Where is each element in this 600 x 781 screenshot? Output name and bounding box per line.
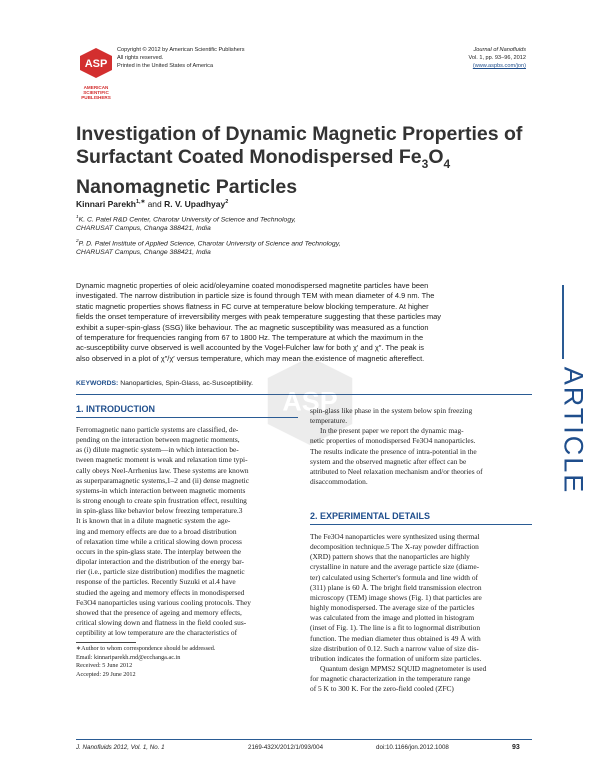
- affiliation-2: $^2$P. D. Patel Institute of Applied Science, Charotar University of Science and Technology, CHARUSAT Campus, Change 388421, India: [76, 239, 341, 257]
- title-line-3: Nanomagnetic Particles: [76, 175, 298, 198]
- rights-line: All rights reserved.: [117, 55, 164, 61]
- logo-line-1: AMERICAN: [83, 85, 109, 90]
- authors: Kinnari Parekh$^{1,∗}$ and R. V. Upadhyay$^2$: [76, 199, 229, 209]
- logo-line-2: SCIENTIFIC: [83, 90, 109, 96]
- intro-rule: [76, 417, 298, 418]
- asp-logo-icon: [76, 46, 116, 80]
- section-introduction-heading: 1. INTRODUCTION: [76, 404, 156, 414]
- article-side-label: [558, 360, 589, 520]
- keywords: [76, 380, 253, 387]
- copyright-line: Copyright © 2012 by American Scientific Publishers: [117, 47, 245, 53]
- copyright-block: [117, 46, 245, 70]
- paper-title: [76, 123, 536, 199]
- title-line-2: Surfactant Coated Monodispersed $Fe_3O_4$: [76, 146, 451, 171]
- abstract: Dynamic magnetic properties of oleic acid/oleyamine coated monodispersed magnetite particles have been investigated. The narrow distribution in particle size is found through TEM with mean diameter of 4.9 nm. The static magnetic properties shows flatness in FC curve at temperature below blocking temperature. At higher fields the onset temperature of irreversibility merges with peak temperature suggesting that these particles may exhibit a super-spin-glass (SSG) like behaviour. The ac magnetic susceptibility was measured as a function of temperature for frequencies ranging from 67 to 1800 Hz. The temperature at which the maximum in the ac-susceptibility curve observed is well accounted by the Vogel-Fulcher law for both χ′ and χ″. The peak is also observed in a plot of χ″/χ′ versus temperature, which may mean the existence of magnetic aftereffect.: [76, 281, 442, 363]
- journal-name: Journal of Nanofluids: [473, 47, 526, 53]
- section-experimental-heading: 2. EXPERIMENTAL DETAILS: [310, 511, 431, 521]
- logo-line-3: PUBLISHERS: [81, 95, 111, 101]
- footer-rule: [76, 739, 532, 740]
- svg-text:ASP: ASP: [282, 386, 338, 417]
- journal-block: [468, 46, 526, 70]
- keywords-text: Nanoparticles, Spin-Glass, ac-Susceptibility.: [120, 380, 254, 387]
- experimental-rule: [310, 524, 532, 525]
- author-2: R. V. Upadhyay: [164, 199, 226, 209]
- left-column-text: Ferromagnetic nano particle systems are classified, de- pending on the interaction between magnetic moments, as (i) dilute magnetic system—in which interaction be- tween magnetic moment is weak and relaxation time typi- cally obeys Neel-Arrhenius law. These systems are known as superparamagnetic systems,1–2 and (ii) dense magnetic systems-in which interaction between magnetic moments is strong enough to create spin frustration effect, resulting in spin-glass like behavior below freezing temperature.3 It is known that in a dilute magnetic system the age- ing and memory effects are due to a broad distribution of relaxation time while a critical slowing down process occurs in the spin-glass state. The interplay between the dipolar interaction and the distribution of the energy bar- rier (i.e., particle size distribution) modifies the magnetic response of the particles. Recently Suzuki et al.4 have studied the ageing and memory effects in monodispersed Fe3O4 nanoparticles using various cooling protocols. They showed that the presence of ageing and memory effects, critical slowing down and flatness in the field cooled sus- ceptibility at low temperature are the characteristics of: [76, 425, 251, 638]
- page-number: 93: [512, 744, 520, 751]
- title-line-1: Investigation of Dynamic Magnetic Properties of: [76, 123, 523, 145]
- publisher-logo: [76, 46, 116, 101]
- side-rule: [562, 285, 564, 359]
- right-column-bottom-text: The Fe3O4 nanoparticles were synthesized using thermal decomposition technique.5 The X-ray powder diffraction (XRD) pattern shows that the nanoparticles are highly crystalline in nature and the average particle size (diame- ter) calculated using Scherter's formula and line width of (311) plane is 60 Å. The bright field transmission electron microscopy (TEM) image shows (Fig. 1) that particles are highly monodispersed. The average size of the particles was calculated from the image and plotted in histogram (inset of Fig. 1). The line is a fit to lognormal distribution function. The median diameter thus obtained is 49 Å with size distribution of 0.12. Such a narrow value of size dis- tribution indicates the formation of uniform size particles. Quantum design MPMS2 SQUID magnetometer is used for magnetic characterization in the temperature range of 5 K to 300 K. For the zero-field cooled (ZFC): [310, 532, 487, 694]
- footnote: ∗Author to whom correspondence should be addressed. Email: kinnariparekh.rnd@ecchanga.ac.in Received: 5 June 2012 Accepted: 29 June 2012: [76, 645, 216, 678]
- right-column-top-text: spin-glass like phase in the system below spin freezing temperature. In the present paper we report the dynamic mag- netic properties of monodispersed Fe3O4 nanoparticles. The results indicate the presence of intra-potential in the system and the observed magnetic after effect can be attributed to Neel relaxation mechanism and/or theories of disaccommodation.: [310, 406, 483, 487]
- article-label: ARTICLE: [558, 366, 589, 495]
- keywords-label: KEYWORDS:: [76, 380, 119, 387]
- footer-doi: doi:10.1166/jon.2012.1008: [376, 744, 449, 751]
- journal-url-link[interactable]: (www.aspbs.com/jon): [472, 63, 526, 69]
- logo-text: ASP: [84, 58, 108, 70]
- volume-line: Vol. 1, pp. 93–96, 2012: [468, 55, 526, 61]
- footer-issn: 2169-432X/2012/1/093/004: [248, 744, 324, 751]
- affiliation-1: $^1$K. C. Patel R&D Center, Charotar University of Science and Technology, CHARUSAT Campus, Changa 388421, India: [76, 215, 296, 233]
- author-1: Kinnari Parekh: [76, 199, 136, 209]
- printed-line: Printed in the United States of America: [117, 63, 214, 69]
- footer-journal: J. Nanofluids 2012, Vol. 1, No. 1: [76, 744, 165, 751]
- footnote-rule: [76, 642, 136, 643]
